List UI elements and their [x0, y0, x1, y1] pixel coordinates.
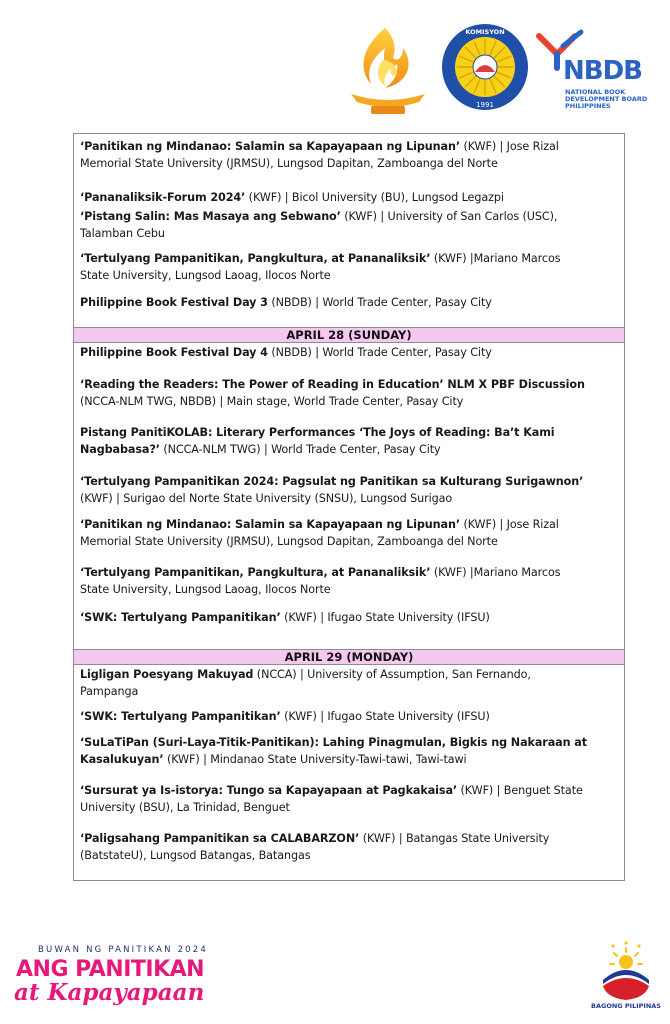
nbdb-name-2: DEVELOPMENT BOARD	[565, 95, 648, 103]
nbdb-name-1: NATIONAL BOOK	[565, 88, 626, 96]
list-item: Ligligan Poesyang Makuyad (NCCA) | University of Assumption, San Fernando, Pampanga	[80, 668, 531, 698]
date-header-april-29: APRIL 29 (MONDAY)	[74, 649, 624, 665]
list-item: Philippine Book Festival Day 4 (NBDB) | World Trade Center, Pasay City	[80, 346, 492, 359]
svg-text:KOMISYON: KOMISYON	[465, 28, 505, 36]
nbdb-name-3: PHILIPPINES	[565, 102, 611, 110]
list-item: ‘Panitikan ng Mindanao: Salamin sa Kapayapaan ng Lipunan’ (KWF) | Jose Rizal Memorial State University (JRMSU), Lungsod Dapitan, Zamboanga del Norte	[80, 140, 559, 170]
section-april-29	[74, 666, 624, 880]
list-item: ‘Sursurat ya Is-istorya: Tungo sa Kapayapaan at Pagkakaisa’ (KWF) | Benguet State University (BSU), La Trinidad, Benguet	[80, 784, 583, 814]
section-april-27-continued	[74, 134, 624, 327]
bagong-pilipinas-label: BAGONG PILIPINAS	[591, 1002, 661, 1010]
buwan-label: BUWAN NG PANITIKAN 2024	[38, 945, 209, 955]
list-item: ‘Tertulyang Pampanitikan, Pangkultura, at Pananaliksik’ (KWF) |Mariano Marcos State University, Lungsod Laoag, Ilocos Norte	[80, 252, 561, 282]
list-item: ‘Panitikan ng Mindanao: Salamin sa Kapayapaan ng Lipunan’ (KWF) | Jose Rizal Memorial State University (JRMSU), Lungsod Dapitan, Zamboanga del Norte	[80, 518, 559, 548]
schedule-table	[73, 133, 625, 881]
nbdb-logo	[535, 28, 653, 118]
list-item: ‘SuLaTiPan (Suri-Laya-Titik-Panitikan): Lahing Pinagmulan, Bigkis ng Nakaraan at Kasalukuyan’ (KWF) | Mindanao State University-Tawi-tawi, Tawi-tawi	[80, 736, 587, 766]
kwf-year: 1991	[476, 101, 494, 109]
bagong-pilipinas-logo	[591, 940, 661, 1018]
ang-panitikan-label: ANG PANITIKAN	[16, 957, 205, 982]
buwan-ng-panitikan-logo	[14, 945, 214, 1015]
list-item: ‘Tertulyang Pampanitikan 2024: Pagsulat ng Panitikan sa Kulturang Surigawnon’ (KWF) | Surigao del Norte State University (SNSU), Lungsod Surigao	[80, 475, 584, 505]
date-header-april-28: APRIL 28 (SUNDAY)	[74, 327, 624, 343]
kapayapaan-label: at Kapayapaan	[14, 979, 205, 1006]
flame-torch-logo	[345, 24, 431, 118]
nbdb-acronym: NBDB	[563, 56, 642, 86]
list-item: Philippine Book Festival Day 3 (NBDB) | World Trade Center, Pasay City	[80, 296, 492, 309]
list-item: ‘SWK: Tertulyang Pampanitikan’ (KWF) | Ifugao State University (IFSU)	[80, 710, 490, 723]
list-item: ‘Pistang Salin: Mas Masaya ang Sebwano’ (KWF) | University of San Carlos (USC), Talamban Cebu	[80, 210, 558, 240]
list-item: ‘SWK: Tertulyang Pampanitikan’ (KWF) | Ifugao State University (IFSU)	[80, 611, 490, 624]
list-item: ‘Reading the Readers: The Power of Reading in Education’ NLM X PBF Discussion (NCCA-NLM TWG, NBDB) | Main stage, World Trade Center, Pasay City	[80, 378, 585, 408]
list-item: ‘Pananaliksik-Forum 2024’ (KWF) | Bicol University (BU), Lungsod Legazpi	[80, 191, 504, 204]
list-item: ‘Paligsahang Pampanitikan sa CALABARZON’ (KWF) | Batangas State University (BatstateU), Lungsod Batangas, Batangas	[80, 832, 550, 862]
bagong-pilipinas-emblem-icon	[595, 940, 657, 1002]
list-item: ‘Tertulyang Pampanitikan, Pangkultura, at Pananaliksik’ (KWF) |Mariano Marcos State University, Lungsod Laoag, Ilocos Norte	[80, 566, 561, 596]
section-april-28	[74, 344, 624, 649]
kwf-seal-logo	[440, 22, 530, 112]
list-item: Pistang PanitiKOLAB: Literary Performances ‘The Joys of Reading: Ba’t Kami Nagbabasa?’ (NCCA-NLM TWG) | World Trade Center, Pasay City	[80, 426, 555, 456]
